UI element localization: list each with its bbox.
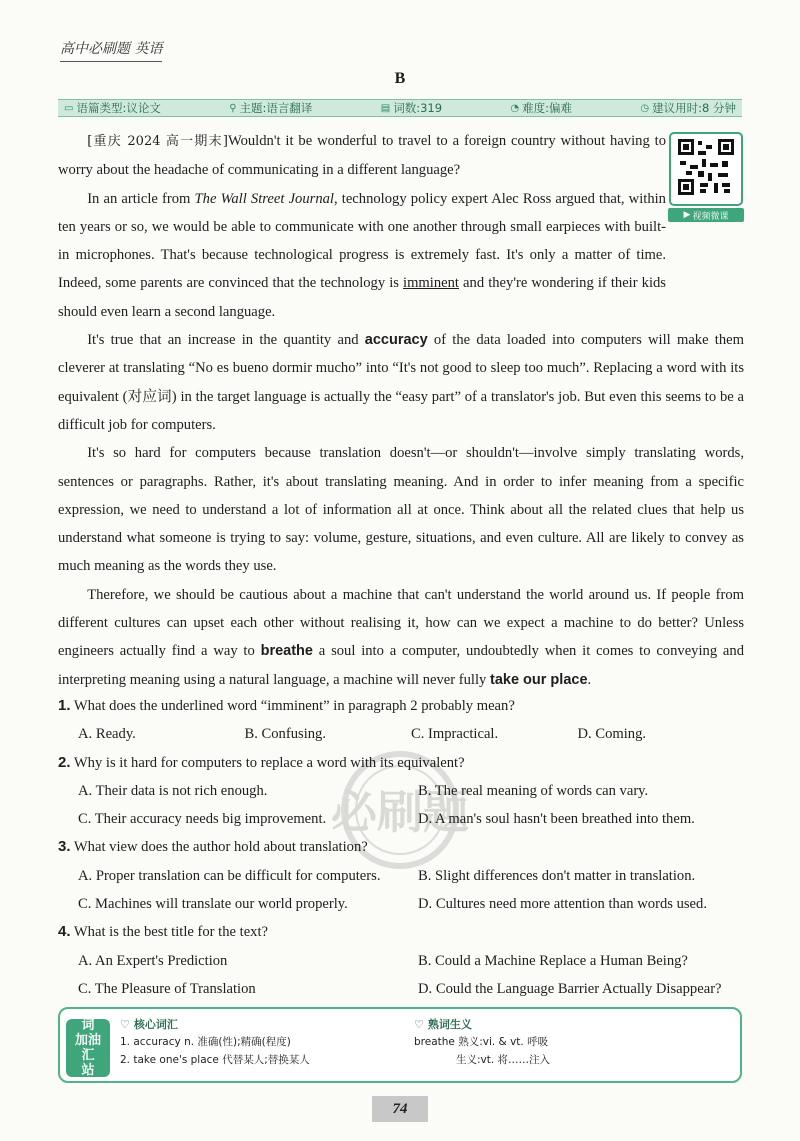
page-number: 74 [372, 1096, 428, 1122]
badge-text-1: 词 [81, 1018, 95, 1033]
option-c[interactable]: C. Machines will translate our world properly. [78, 896, 348, 913]
question-1-stem [58, 692, 744, 720]
paragraph-5-text-a: Therefore, we should be cautious about a machine that can't understand the world around us. If people from different cultures can upset each other without realising it, how can we expect a machine to do better? Unless engineers actually find a way to [58, 586, 744, 660]
option-b[interactable]: B. The real meaning of words can vary. [418, 782, 649, 799]
book-header: 高中必刷题 英语 [60, 38, 162, 62]
familiar-word-title-text: 熟词生义 [427, 1018, 472, 1031]
option-b[interactable]: B. Confusing. [244, 726, 326, 743]
option-d[interactable]: D. Could the Language Barrier Actually Disappear? [418, 980, 722, 997]
badge-text-2: 加油 [74, 1033, 101, 1048]
paragraph-3 [58, 326, 744, 439]
topic-info [229, 100, 312, 116]
question-2-options-row-1 [58, 777, 744, 805]
paragraph-3-text-b: of the data loaded into computers will make them cleverer at translating “No es bueno dormir mucho” into “It's not good to sleep too much”. Replacing a word with its equivalent (对应词) in the target language is actually the “easy part” of a translator's job. But even this seems to be a difficult job for computers. [58, 332, 744, 433]
familiar-word-column [414, 1015, 734, 1069]
option-a[interactable]: A. Ready. [78, 726, 136, 743]
bold-word-accuracy: accuracy [364, 332, 428, 349]
chart-icon: ▤ [380, 102, 391, 114]
section-letter: B [394, 70, 406, 87]
question-text: What view does the author hold about translation? [70, 839, 368, 856]
option-a[interactable]: A. Their data is not rich enough. [78, 782, 268, 799]
core-vocab-item: 1. accuracy n. 准确(性);精确(程度) [120, 1036, 291, 1048]
badge-text-3: 汇 [81, 1048, 95, 1063]
question-4-options-row-1 [58, 947, 744, 975]
paragraph-5-text-c: . [587, 671, 592, 688]
play-icon: ▶ [683, 210, 691, 220]
option-a[interactable]: A. An Expert's Prediction [78, 952, 228, 969]
familiar-word-item: breathe 熟义:vi. & vt. 呼吸 [414, 1036, 549, 1048]
search-icon: ⚲ [229, 102, 237, 114]
heart-icon: ♡ [414, 1017, 424, 1031]
paragraph-4: It's so hard for computers because translation doesn't—or shouldn't—involve simply translating words, sentences or paragraphs. Rather, it's about translating meaning. And in order to infer meaning from a specific expression, we need to understand a lot of information all at once. Think about all the related clues that help us understand what someone is trying to say: volume, gesture, situations, and even culture. All are likely to convey as much meaning as the words they use. [58, 445, 744, 575]
paragraph-1 [58, 127, 666, 185]
book-icon: ▭ [64, 102, 74, 114]
journal-title: The Wall Street Journal [194, 190, 334, 207]
option-b[interactable]: B. Slight differences don't matter in translation. [418, 867, 696, 884]
core-vocab-title-text: 核心词汇 [133, 1018, 178, 1031]
option-d[interactable]: D. Coming. [577, 726, 647, 743]
option-d[interactable]: D. Cultures need more attention than words used. [418, 896, 707, 913]
question-4-options-row-2 [58, 975, 744, 1003]
gauge-icon: ◔ [510, 102, 520, 114]
paragraph-1-text: Wouldn't it be wonderful to travel to a foreign country without having to worry about the headache of communicating in a different language? [58, 133, 666, 179]
difficulty-info [510, 100, 572, 116]
passage-info-bar [58, 99, 742, 117]
option-b[interactable]: B. Could a Machine Replace a Human Being? [418, 952, 688, 969]
question-text: What is the best title for the text? [70, 924, 269, 941]
badge-text-4: 站 [81, 1063, 95, 1078]
video-lesson-text: 视频微课 [692, 211, 729, 222]
paragraph-2-text-c: and they're wondering if their kids should even learn a second language. [58, 275, 666, 320]
paragraph-5-text-b: a soul into a computer, undoubtedly when it comes to conveying and interpreting meaning using a natural language, a machine will never fully [58, 643, 744, 688]
option-c[interactable]: C. Their accuracy needs big improvement. [78, 811, 327, 828]
question-number: 1. [58, 697, 71, 714]
question-1-options [58, 720, 744, 748]
core-vocab-title [120, 1015, 410, 1033]
question-number: 2. [58, 753, 71, 771]
word-count-info [381, 100, 442, 116]
core-vocab-column [120, 1015, 410, 1069]
question-3-options-row-1 [58, 862, 744, 890]
time-label: 建议用时:8 分钟 [652, 101, 736, 115]
difficulty-label: 难度:偏难 [522, 101, 572, 115]
source-tag: [重庆 2024 高一期末] [87, 134, 228, 149]
question-3-stem [58, 833, 744, 861]
option-a[interactable]: A. Proper translation can be difficult for computers. [78, 867, 381, 884]
option-c[interactable]: C. Impractical. [411, 726, 499, 743]
reading-passage [58, 127, 744, 694]
question-2-options-row-2 [58, 805, 744, 833]
time-info [640, 100, 736, 116]
paragraph-2-text-a: In an article from [87, 190, 195, 207]
paragraph-2-text-b: , technology policy expert Alec Ross argued that, within ten years or so, we would be able to communicate with one another through small earpieces with built-in microphones. That's because technological progress is extremely fast. It's only a matter of time. Indeed, some parents are convinced that the technology is [58, 190, 666, 292]
word-count-label: 词数:319 [393, 101, 443, 115]
question-4-stem [58, 918, 744, 946]
question-text: Why is it hard for computers to replace a word with its equivalent? [70, 754, 465, 771]
vocab-badge [66, 1019, 110, 1077]
genre-info [64, 100, 161, 116]
question-number: 3. [58, 838, 71, 856]
familiar-word-title [414, 1015, 734, 1033]
paragraph-5 [58, 581, 744, 694]
watermark-text: 必刷题 [331, 785, 469, 839]
question-number: 4. [58, 923, 71, 941]
option-d[interactable]: D. A man's soul hasn't been breathed into them. [418, 811, 695, 828]
underlined-word: imminent [403, 275, 459, 292]
question-2-stem [58, 749, 744, 777]
question-3-options-row-2 [58, 890, 744, 918]
topic-label: 主题:语言翻译 [239, 101, 313, 115]
bold-word-breathe: breathe [260, 643, 313, 660]
genre-label: 语篇类型:议论文 [76, 101, 161, 115]
familiar-word-item: 生义:vt. 将……注入 [456, 1054, 551, 1066]
paragraph-3-text-a: It's true that an increase in the quantity and [87, 332, 365, 349]
paragraph-2 [58, 185, 666, 326]
question-list [58, 692, 744, 1003]
core-vocab-item: 2. take one's place 代替某人;替换某人 [120, 1054, 310, 1066]
option-c[interactable]: C. The Pleasure of Translation [78, 980, 256, 997]
bold-phrase-take-our-place: take our place [490, 671, 588, 688]
clock-icon: ◷ [640, 102, 650, 114]
heart-icon: ♡ [120, 1017, 130, 1031]
question-text: What does the underlined word “imminent” in paragraph 2 probably mean? [70, 698, 515, 714]
vocabulary-box [58, 1007, 742, 1083]
